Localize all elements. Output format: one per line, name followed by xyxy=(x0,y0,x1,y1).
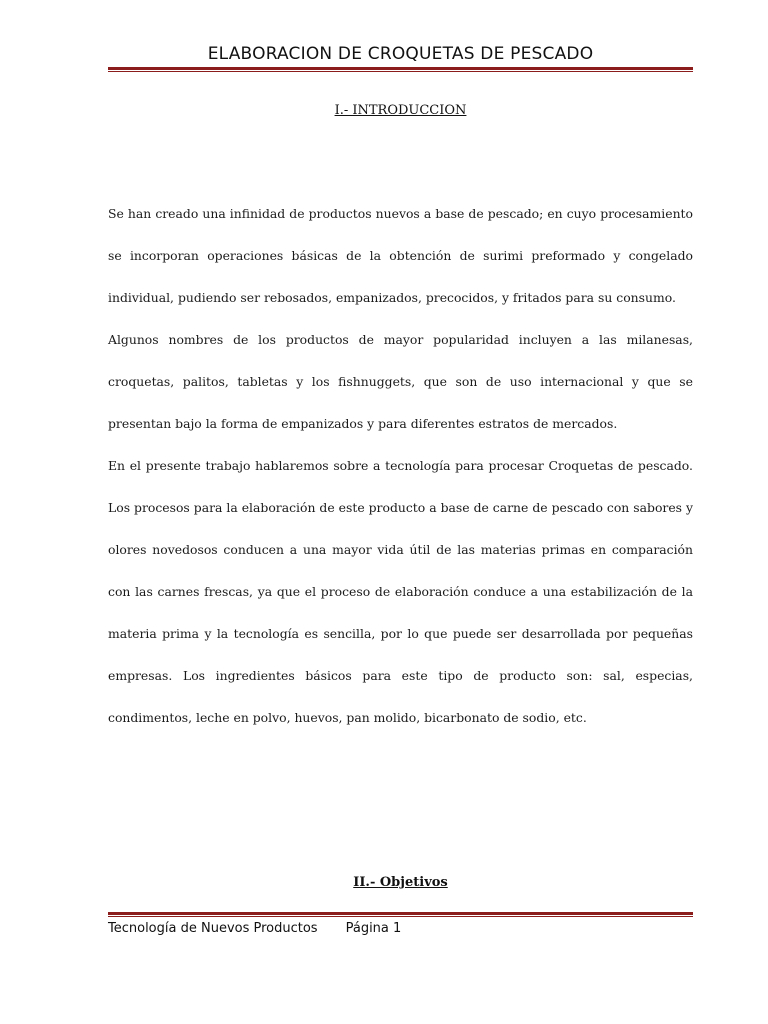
document-header-title: ELABORACION DE CROQUETAS DE PESCADO xyxy=(207,44,594,64)
section-heading-objetivos: II.- Objetivos xyxy=(353,875,448,890)
header-divider xyxy=(108,67,693,72)
paragraph-2: Algunos nombres de los productos de mayor popularidad incluyen a las milanesas, croquetas, palitos, tabletas y los fishnuggets, que son de uso internacional y que se presentan bajo la forma de empanizados y para diferentes estratos de mercados. xyxy=(108,332,693,431)
footer-course-name: Tecnología de Nuevos Productos xyxy=(108,921,318,936)
paragraph-1: Se han creado una infinidad de productos nuevos a base de pescado; en cuyo procesamiento se incorporan operaciones básicas de la obtención de surimi preformado y congelado individual, pudiendo ser rebosados, empanizados, precocidos, y fritados para su consumo. xyxy=(108,206,693,305)
body-text xyxy=(108,193,693,739)
paragraph-3: En el presente trabajo hablaremos sobre a tecnología para procesar Croquetas de pescado. Los procesos para la elaboración de este producto a base de carne de pescado con sabores y olores novedosos conducen a una mayor vida útil de las materias primas en comparación con las carnes frescas, ya que el proceso de elaboración conduce a una estabilización de la materia prima y la tecnología es sencilla, por lo que puede ser desarrollada por pequeñas empresas. Los ingredientes básicos para este tipo de producto son: sal, especias, condimentos, leche en polvo, huevos, pan molido, bicarbonato de sodio, etc. xyxy=(108,458,693,725)
footer-page-number: Página 1 xyxy=(345,921,402,936)
page-footer xyxy=(108,921,401,936)
footer-divider xyxy=(108,912,693,917)
section-heading-introduccion: I.- INTRODUCCION xyxy=(334,103,467,118)
